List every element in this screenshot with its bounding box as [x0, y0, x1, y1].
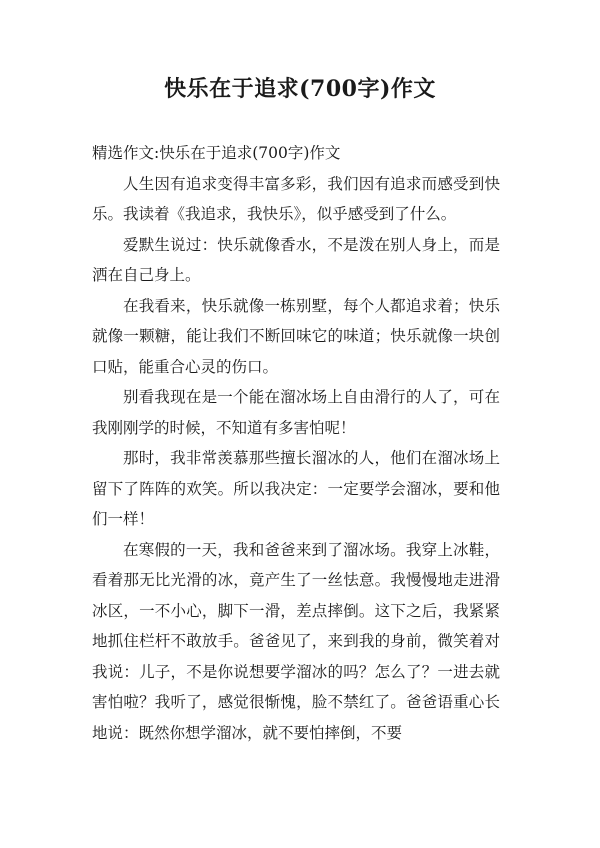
document-body [92, 138, 500, 748]
paragraph: 爱默生说过：快乐就像香水，不是泼在别人身上，而是洒在自己身上。 [92, 235, 500, 284]
document-subtitle: 精选作文:快乐在于追求(700字)作文 [92, 144, 341, 162]
paragraph: 在我看来，快乐就像一栋别墅，每个人都追求着；快乐就像一颗糖，能让我们不断回味它的味道；快乐就像一块创口贴，能重合心灵的伤口。 [92, 296, 500, 376]
paragraph: 别看我现在是一个能在溜冰场上自由滑行的人了，可在我刚刚学的时候，不知道有多害怕呢！ [92, 388, 500, 437]
document-title: 快乐在于追求(700字)作文 [164, 76, 436, 102]
paragraph: 那时，我非常羡慕那些擅长溜冰的人，他们在溜冰场上留下了阵阵的欢笑。所以我决定：一定要学会溜冰，要和他们一样！ [92, 449, 500, 528]
paragraph: 在寒假的一天，我和爸爸来到了溜冰场。我穿上冰鞋，看着那无比光滑的冰，竟产生了一丝怯意。我慢慢地走进滑冰区，一不小心，脚下一滑，差点摔倒。这下之后，我紧紧地抓住栏杆不敢放手。爸爸见了，来到我的身前，微笑着对我说：儿子，不是你说想要学溜冰的吗？怎么了？一进去就害怕啦？我听了，感觉很惭愧，脸不禁红了。爸爸语重心长地说：既然你想学溜冰，就不要怕摔倒，不要 [92, 540, 500, 742]
paragraph: 人生因有追求变得丰富多彩，我们因有追求而感受到快乐。我读着《我追求，我快乐》，似乎感受到了什么。 [92, 174, 500, 223]
